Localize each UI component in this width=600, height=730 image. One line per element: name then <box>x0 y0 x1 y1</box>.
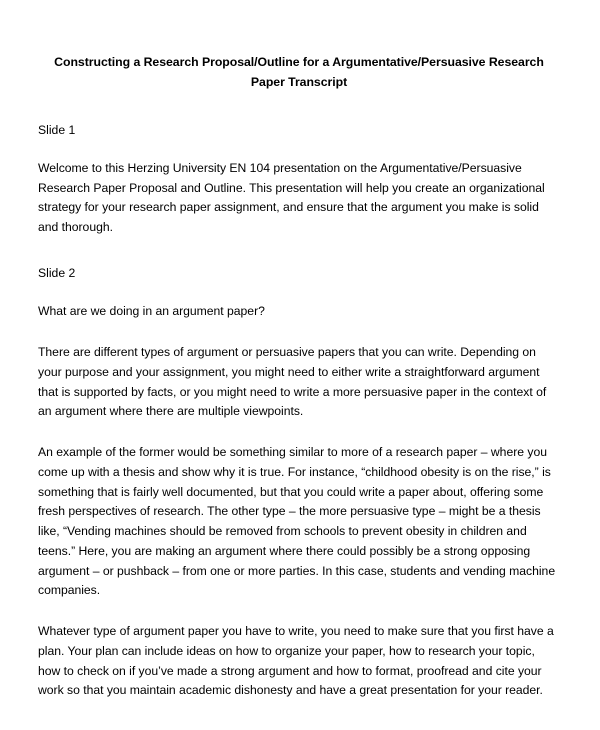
slide-2-body-2: An example of the former would be something similar to more of a research paper – where you come up with a thesis and show why it is true. For instance, “childhood obesity is on the rise,” is something that is fairly well documented, but that you could write a paper about, offering some fresh perspectives of research. The other type – the more persuasive type – might be a thesis like, “Vending machines should be removed from schools to prevent obesity in children and teens.” Here, you are making an argument where there could possibly be a strong opposing argument – or pushback – from one or more parties. In this case, students and vending machine companies. <box>38 445 556 598</box>
slide-1-heading: Slide 1 <box>38 122 76 137</box>
slide-2-heading: Slide 2 <box>38 265 76 280</box>
slide-2-body-3: Whatever type of argument paper you have to write, you need to make sure that you first have a plan. Your plan can include ideas on how to organize your paper, how to research your topic, how to check on if you’ve made a strong argument and how to format, proofread and cite your work so that you maintain academic dishonesty and have a great presentation for your reader. <box>38 624 554 698</box>
page-title: Constructing a Research Proposal/Outline for a Argumentative/Persuasive Research Paper Transcript <box>54 55 544 90</box>
slide-2-question: What are we doing in an argument paper? <box>38 304 265 319</box>
slide-2-body-1: There are different types of argument or persuasive papers that you can write. Depending on your purpose and your assignment, you might need to either write a straightforward argument that is supported by facts, or you might need to write a more persuasive paper in the context of an argument where there are multiple viewpoints. <box>38 344 547 419</box>
slide-1-body: Welcome to this Herzing University EN 104 presentation on the Argumentative/Persuasive Research Paper Proposal and Outline. This presentation will help you create an organizational strategy for your research paper assignment, and ensure that the argument you make is solid and thorough. <box>38 160 545 235</box>
